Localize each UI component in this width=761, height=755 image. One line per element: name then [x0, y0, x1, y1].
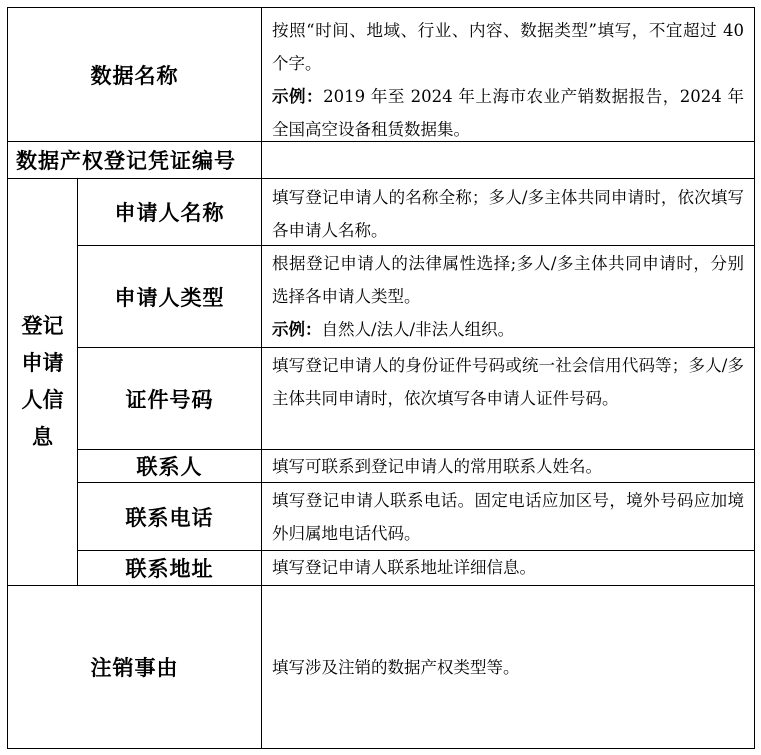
data-name-label: 数据名称 [90, 63, 179, 88]
example-prefix: 示例： [272, 320, 322, 339]
table-border-right [754, 7, 755, 749]
applicant-info-group-label [8, 179, 77, 585]
group-label-line: 人信 [21, 388, 64, 412]
id-number-desc: 填写登记申请人的身份证件号码或统一社会信用代码等；多人/多主体共同申请时，依次填写各申请人证件号码。 [272, 356, 744, 408]
applicant-name-label: 申请人名称 [114, 201, 225, 225]
data-name-instruction: 按照“时间、地域、行业、内容、数据类型”填写，不宜超过 40 个字。 [272, 21, 744, 73]
address-label: 联系地址 [125, 557, 214, 581]
contact-label: 联系人 [136, 455, 203, 479]
example-text: 2019 年至 2024 年上海市农业产销数据报告，2024 年全国高空设备租赁数据集。 [272, 87, 745, 139]
applicant-name-desc: 填写登记申请人的名称全称；多人/多主体共同申请时，依次填写各申请人名称。 [272, 188, 744, 240]
applicant-type-desc [262, 246, 754, 347]
example-prefix: 示例： [272, 87, 324, 106]
contact-desc: 填写可联系到登记申请人的常用联系人姓名。 [272, 457, 602, 476]
group-label-line: 申请 [21, 351, 64, 375]
phone-desc: 填写登记申请人联系电话。固定电话应加区号，境外号码应加境外归属地电话代码。 [272, 491, 744, 543]
address-desc: 填写登记申请人联系地址详细信息。 [272, 558, 536, 577]
cert-no-value [262, 142, 754, 178]
table-border-bottom [7, 748, 755, 749]
id-number-label: 证件号码 [125, 387, 214, 412]
data-name-desc [262, 8, 754, 141]
applicant-type-label: 申请人类型 [114, 285, 225, 310]
example-text: 自然人/法人/非法人组织。 [321, 320, 515, 339]
group-label-line: 息 [32, 425, 53, 449]
data-name-example [272, 80, 744, 146]
phone-label: 联系电话 [125, 505, 214, 530]
group-label-line: 登记 [21, 314, 64, 338]
applicant-type-instruction: 根据登记申请人的法律属性选择;多人/多主体共同申请时，分别选择各申请人类型。 [272, 254, 744, 306]
cancel-reason-desc: 填写涉及注销的数据产权类型等。 [272, 657, 520, 677]
cert-no-label: 数据产权登记凭证编号 [16, 149, 236, 173]
cancel-reason-label: 注销事由 [90, 656, 179, 680]
applicant-type-example [272, 313, 744, 346]
